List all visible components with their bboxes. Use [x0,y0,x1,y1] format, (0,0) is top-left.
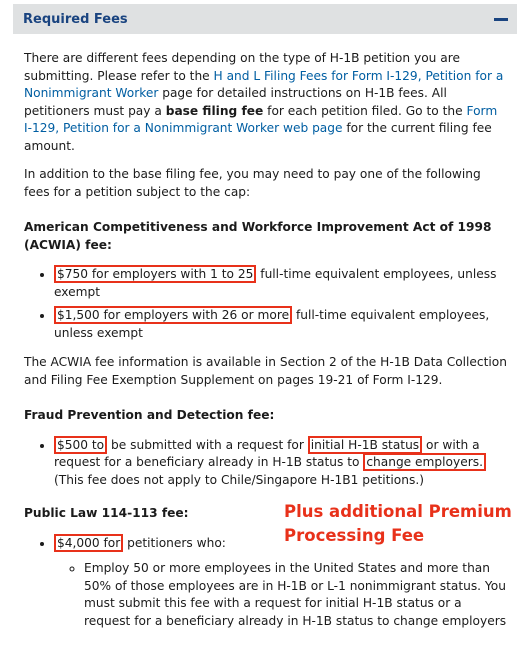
publaw-heading: Public Law 114-113 fee: [24,506,189,520]
highlighted-fee: $500 to [54,436,107,454]
form-i129-link[interactable]: Form I-129, Petition for a Nonimmigrant Worker web page [24,103,498,135]
highlighted-fee: $750 for employers with 1 to 25 [54,265,256,283]
fraud-heading: Fraud Prevention and Detection fee: [24,408,275,422]
collapse-minus-icon[interactable] [494,18,508,21]
cap-intro-paragraph: In addition to the base filing fee, you may need to pay one of the following fees for a petition subject to the cap: [24,167,481,199]
acwia-heading: American Competitiveness and Workforce Improvement Act of 1998 (ACWIA) fee: [24,220,492,252]
premium-processing-annotation [284,500,512,548]
highlighted-fee: $1,500 for employers with 26 or more [54,306,292,324]
annotation-line: Plus additional Premium [284,502,512,521]
list-item-text: be submitted with a request for [107,437,308,452]
highlighted-fee: $4,000 for [54,534,123,552]
list-item-text: full-time equivalent employees, unless exempt [54,308,490,340]
list-item [54,535,509,631]
list-item-text: petitioners who: [123,535,226,550]
acwia-list [24,266,509,342]
intro-text: for the current filing fee amount. [24,121,492,153]
list-item [54,307,509,342]
annotation-line: Processing Fee [284,526,425,545]
intro-text: page for detailed instructions on H-1B fees. All petitioners must pay a [24,86,447,118]
fraud-list [24,437,509,490]
list-item [54,266,509,301]
list-item-text: (This fee does not apply to Chile/Singapore H-1B1 petitions.) [54,472,424,487]
base-filing-fee-bold: base filing fee [165,103,264,118]
list-item [54,437,509,490]
h-l-filing-fees-link[interactable]: H and L Filing Fees for Form I-129, Petition for a Nonimmigrant Worker [24,68,504,100]
list-item-text: or with a request for a beneficiary already in H-1B status to [54,437,480,469]
intro-text: for each petition filed. Go to the [263,103,467,118]
acwia-note: The ACWIA fee information is available in Section 2 of the H-1B Data Collection and Filing Fee Exemption Supplement on pages 19-21 of Form I-129. [24,355,507,387]
required-fees-accordion-header[interactable] [13,4,517,34]
accordion-content [24,50,509,642]
sub-list-item: ◦ Employ 50 or more employees in the United States and more than 50% of those employees are in H-1B or L-1 nonimmigrant status. You must submit this fee with a request for initial H-1B status or a request for a beneficiary already in H-1B status to change employers [84,560,509,630]
publaw-sublist [54,560,509,630]
highlighted-status: initial H-1B status [308,436,422,454]
publaw-list [24,535,509,631]
list-item-text: full-time equivalent employees, unless exempt [54,267,497,299]
highlighted-change: change employers. [363,453,486,471]
intro-text: There are different fees depending on the type of H-1B petition you are submitting. Please refer to the [24,51,460,83]
accordion-title: Required Fees [23,11,128,27]
intro-paragraph [24,50,509,155]
